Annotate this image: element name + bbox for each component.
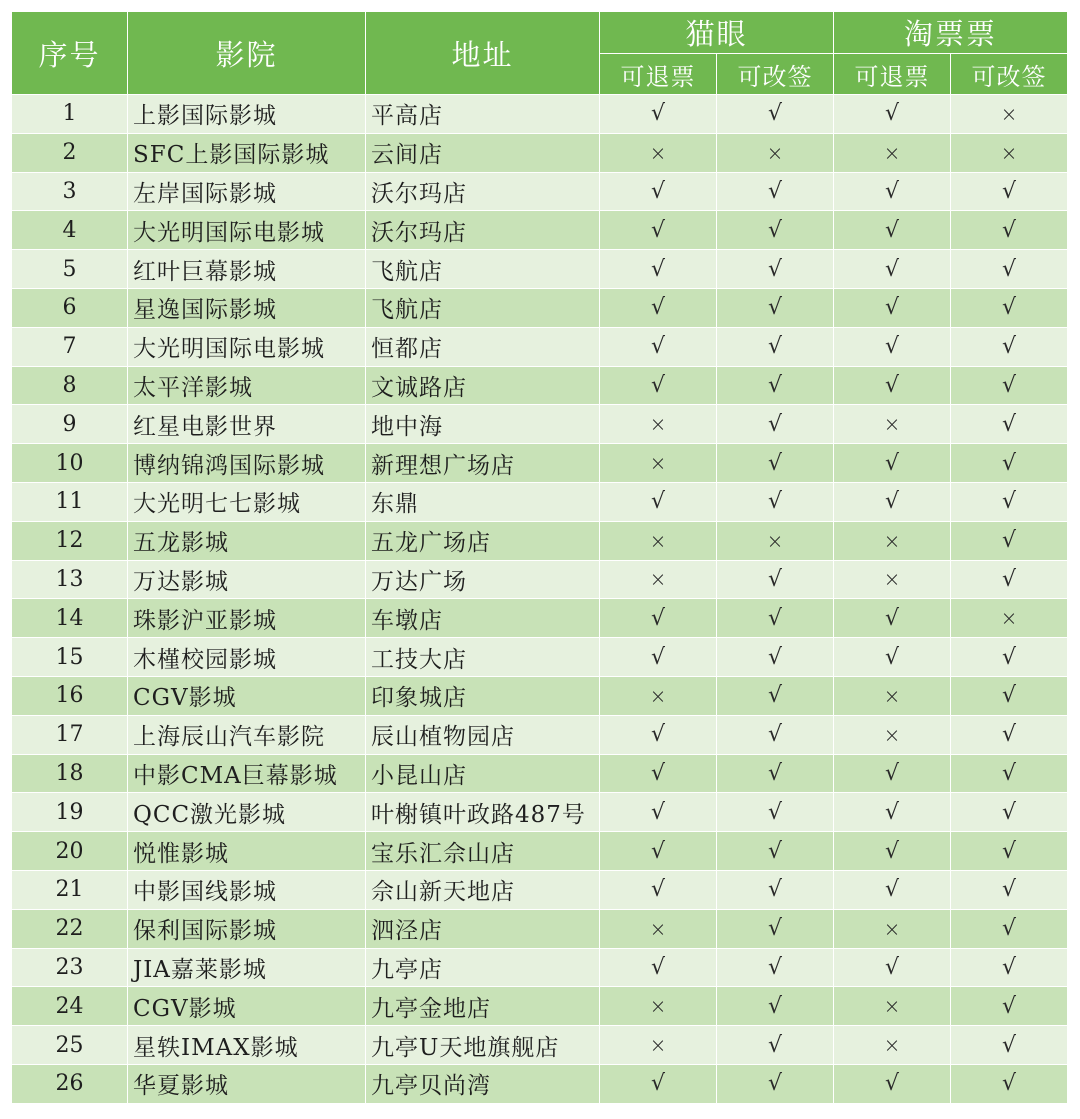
table-row [12,987,1067,1026]
cell-index: 2 [12,134,128,173]
table-row [12,250,1067,289]
cell-tpp-refundable: √ [834,599,951,638]
cell-tpp-refundable: × [834,405,951,444]
cell-tpp-changeable: √ [951,910,1067,949]
cell-maoyan-refundable: × [600,987,717,1026]
cell-tpp-changeable: √ [951,250,1067,289]
cell-address: 沃尔玛店 [366,173,600,212]
cell-tpp-refundable: × [834,522,951,561]
cell-tpp-refundable: √ [834,95,951,134]
table-row [12,832,1067,871]
cell-index: 1 [12,95,128,134]
cell-maoyan-changeable: √ [717,987,834,1026]
cell-maoyan-changeable: √ [717,95,834,134]
cell-maoyan-changeable: √ [717,677,834,716]
cell-maoyan-refundable: √ [600,638,717,677]
cell-tpp-refundable: √ [834,173,951,212]
cell-address: 九亭店 [366,949,600,988]
table-row [12,561,1067,600]
cell-maoyan-refundable: √ [600,599,717,638]
header-taopiaopiao: 淘票票 [834,12,1067,54]
cell-index: 18 [12,755,128,794]
cell-maoyan-changeable: √ [717,793,834,832]
table-row [12,328,1067,367]
cell-maoyan-changeable: √ [717,250,834,289]
table-row [12,638,1067,677]
cell-maoyan-refundable: √ [600,250,717,289]
cell-tpp-refundable: √ [834,755,951,794]
cell-maoyan-changeable: √ [717,289,834,328]
cell-cinema: 星逸国际影城 [128,289,366,328]
cell-address: 飞航店 [366,250,600,289]
cell-maoyan-changeable: √ [717,599,834,638]
cell-tpp-changeable: √ [951,677,1067,716]
cell-maoyan-refundable: √ [600,483,717,522]
cell-address: 九亭金地店 [366,987,600,1026]
table-row [12,871,1067,910]
cell-tpp-refundable: √ [834,289,951,328]
cell-maoyan-refundable: √ [600,211,717,250]
table-row [12,367,1067,406]
cell-index: 9 [12,405,128,444]
cell-index: 11 [12,483,128,522]
cell-tpp-refundable: √ [834,483,951,522]
cell-index: 19 [12,793,128,832]
header-address: 地址 [366,12,600,95]
cell-cinema: 大光明七七影城 [128,483,366,522]
cell-cinema: 中影国线影城 [128,871,366,910]
cell-tpp-refundable: √ [834,832,951,871]
cell-index: 17 [12,716,128,755]
cell-tpp-refundable: √ [834,793,951,832]
cell-address: 叶榭镇叶政路487号 [366,793,600,832]
table-row [12,134,1067,173]
header-cinema: 影院 [128,12,366,95]
table-row [12,173,1067,212]
cell-tpp-refundable: × [834,561,951,600]
cell-tpp-refundable: × [834,677,951,716]
cell-tpp-refundable: √ [834,949,951,988]
cell-cinema: 华夏影城 [128,1065,366,1104]
cell-tpp-refundable: √ [834,871,951,910]
table-row [12,1026,1067,1065]
cell-cinema: 太平洋影城 [128,367,366,406]
cell-cinema: 珠影沪亚影城 [128,599,366,638]
cell-address: 恒都店 [366,328,600,367]
table-row [12,522,1067,561]
cell-maoyan-changeable: √ [717,1065,834,1104]
cell-tpp-changeable: √ [951,832,1067,871]
cell-tpp-changeable: × [951,599,1067,638]
cell-maoyan-refundable: √ [600,871,717,910]
table-row [12,677,1067,716]
cell-maoyan-changeable: √ [717,561,834,600]
cell-address: 泗泾店 [366,910,600,949]
header-row-top [12,12,1067,54]
cell-maoyan-refundable: × [600,405,717,444]
header-index: 序号 [12,12,128,95]
cell-maoyan-changeable: × [717,134,834,173]
cell-maoyan-changeable: √ [717,832,834,871]
cell-index: 22 [12,910,128,949]
cell-address: 工技大店 [366,638,600,677]
cell-cinema: QCC激光影城 [128,793,366,832]
table-row [12,405,1067,444]
cell-maoyan-refundable: √ [600,832,717,871]
cell-maoyan-changeable: √ [717,405,834,444]
cell-tpp-refundable: √ [834,367,951,406]
cell-index: 3 [12,173,128,212]
cell-maoyan-changeable: √ [717,1026,834,1065]
cell-maoyan-refundable: × [600,1026,717,1065]
cell-cinema: 上影国际影城 [128,95,366,134]
cell-maoyan-refundable: √ [600,716,717,755]
cell-cinema: 左岸国际影城 [128,173,366,212]
cell-maoyan-refundable: √ [600,95,717,134]
cell-tpp-changeable: × [951,95,1067,134]
cell-index: 15 [12,638,128,677]
cell-tpp-refundable: √ [834,638,951,677]
cell-tpp-refundable: × [834,716,951,755]
cell-maoyan-changeable: √ [717,173,834,212]
cell-maoyan-refundable: √ [600,328,717,367]
cell-maoyan-changeable: √ [717,871,834,910]
cell-index: 16 [12,677,128,716]
cell-maoyan-changeable: √ [717,755,834,794]
cell-maoyan-changeable: √ [717,910,834,949]
cell-maoyan-changeable: √ [717,716,834,755]
cell-cinema: 中影CMA巨幕影城 [128,755,366,794]
table-body [12,95,1067,1104]
cell-address: 文诚路店 [366,367,600,406]
cell-cinema: 红星电影世界 [128,405,366,444]
cell-address: 九亭U天地旗舰店 [366,1026,600,1065]
table-row [12,910,1067,949]
cell-maoyan-changeable: √ [717,367,834,406]
cell-index: 7 [12,328,128,367]
cell-tpp-refundable: × [834,1026,951,1065]
header-maoyan-refundable: 可退票 [600,54,717,95]
cell-tpp-changeable: √ [951,561,1067,600]
cell-index: 10 [12,444,128,483]
cell-tpp-changeable: √ [951,328,1067,367]
cell-cinema: CGV影城 [128,677,366,716]
cell-tpp-changeable: √ [951,638,1067,677]
cell-address: 东鼎 [366,483,600,522]
cell-cinema: 上海辰山汽车影院 [128,716,366,755]
cell-tpp-refundable: × [834,987,951,1026]
cell-index: 24 [12,987,128,1026]
table-row [12,483,1067,522]
cell-address: 车墩店 [366,599,600,638]
cell-maoyan-refundable: × [600,910,717,949]
cell-address: 小昆山店 [366,755,600,794]
cell-cinema: 悦惟影城 [128,832,366,871]
cell-maoyan-refundable: √ [600,755,717,794]
cell-maoyan-changeable: √ [717,211,834,250]
cell-address: 万达广场 [366,561,600,600]
cell-index: 4 [12,211,128,250]
cell-cinema: 万达影城 [128,561,366,600]
table-row [12,755,1067,794]
cell-index: 5 [12,250,128,289]
cell-address: 宝乐汇佘山店 [366,832,600,871]
cell-tpp-changeable: √ [951,793,1067,832]
cell-tpp-changeable: √ [951,367,1067,406]
cell-maoyan-refundable: √ [600,1065,717,1104]
cell-address: 飞航店 [366,289,600,328]
cell-index: 6 [12,289,128,328]
cell-maoyan-refundable: √ [600,289,717,328]
table-row [12,95,1067,134]
cell-index: 25 [12,1026,128,1065]
cell-index: 26 [12,1065,128,1104]
cell-cinema: SFC上影国际影城 [128,134,366,173]
table-row [12,211,1067,250]
cell-cinema: 五龙影城 [128,522,366,561]
table-row [12,949,1067,988]
cell-tpp-changeable: √ [951,211,1067,250]
cell-address: 新理想广场店 [366,444,600,483]
cell-maoyan-refundable: × [600,677,717,716]
cell-maoyan-changeable: √ [717,483,834,522]
table-row [12,716,1067,755]
cell-tpp-changeable: √ [951,987,1067,1026]
cell-maoyan-refundable: √ [600,173,717,212]
cell-cinema: JIA嘉莱影城 [128,949,366,988]
cell-tpp-changeable: √ [951,289,1067,328]
header-tpp-refundable: 可退票 [834,54,951,95]
cell-tpp-changeable: × [951,134,1067,173]
cell-address: 辰山植物园店 [366,716,600,755]
cell-maoyan-changeable: √ [717,638,834,677]
cell-tpp-refundable: √ [834,444,951,483]
table-row [12,444,1067,483]
cell-maoyan-refundable: √ [600,367,717,406]
table-row [12,1065,1067,1104]
cell-maoyan-refundable: × [600,134,717,173]
cell-address: 地中海 [366,405,600,444]
cell-cinema: 大光明国际电影城 [128,211,366,250]
cell-tpp-refundable: × [834,134,951,173]
cell-tpp-refundable: × [834,910,951,949]
cell-tpp-refundable: √ [834,250,951,289]
cell-maoyan-refundable: × [600,444,717,483]
cell-cinema: 大光明国际电影城 [128,328,366,367]
table-header [12,12,1067,95]
table-row [12,793,1067,832]
cell-maoyan-refundable: √ [600,949,717,988]
cell-maoyan-refundable: √ [600,793,717,832]
cell-address: 云间店 [366,134,600,173]
cell-tpp-changeable: √ [951,1065,1067,1104]
cell-index: 21 [12,871,128,910]
cell-tpp-changeable: √ [951,871,1067,910]
cell-cinema: 保利国际影城 [128,910,366,949]
cell-address: 佘山新天地店 [366,871,600,910]
cell-index: 13 [12,561,128,600]
cell-index: 23 [12,949,128,988]
cell-tpp-changeable: √ [951,949,1067,988]
cell-maoyan-changeable: √ [717,444,834,483]
header-maoyan-changeable: 可改签 [717,54,834,95]
cell-address: 五龙广场店 [366,522,600,561]
cell-tpp-changeable: √ [951,755,1067,794]
cell-address: 九亭贝尚湾 [366,1065,600,1104]
cell-index: 8 [12,367,128,406]
table-row [12,289,1067,328]
cell-tpp-changeable: √ [951,444,1067,483]
cell-tpp-changeable: √ [951,405,1067,444]
cell-cinema: 木槿校园影城 [128,638,366,677]
cell-maoyan-refundable: × [600,522,717,561]
cell-cinema: 星轶IMAX影城 [128,1026,366,1065]
cell-tpp-changeable: √ [951,716,1067,755]
cell-maoyan-refundable: × [600,561,717,600]
cell-index: 12 [12,522,128,561]
cell-tpp-changeable: √ [951,173,1067,212]
cell-cinema: 博纳锦鸿国际影城 [128,444,366,483]
table-row [12,599,1067,638]
cell-index: 14 [12,599,128,638]
cell-address: 印象城店 [366,677,600,716]
cell-address: 沃尔玛店 [366,211,600,250]
header-tpp-changeable: 可改签 [951,54,1067,95]
cinema-refund-table [12,12,1067,1104]
cell-maoyan-changeable: √ [717,949,834,988]
cell-tpp-refundable: √ [834,1065,951,1104]
cell-tpp-changeable: √ [951,483,1067,522]
cell-maoyan-changeable: √ [717,328,834,367]
cell-cinema: 红叶巨幕影城 [128,250,366,289]
cell-maoyan-changeable: × [717,522,834,561]
cell-address: 平高店 [366,95,600,134]
cell-tpp-changeable: √ [951,522,1067,561]
cell-tpp-refundable: √ [834,211,951,250]
cell-tpp-changeable: √ [951,1026,1067,1065]
cell-index: 20 [12,832,128,871]
cell-tpp-refundable: √ [834,328,951,367]
cell-cinema: CGV影城 [128,987,366,1026]
header-maoyan: 猫眼 [600,12,834,54]
